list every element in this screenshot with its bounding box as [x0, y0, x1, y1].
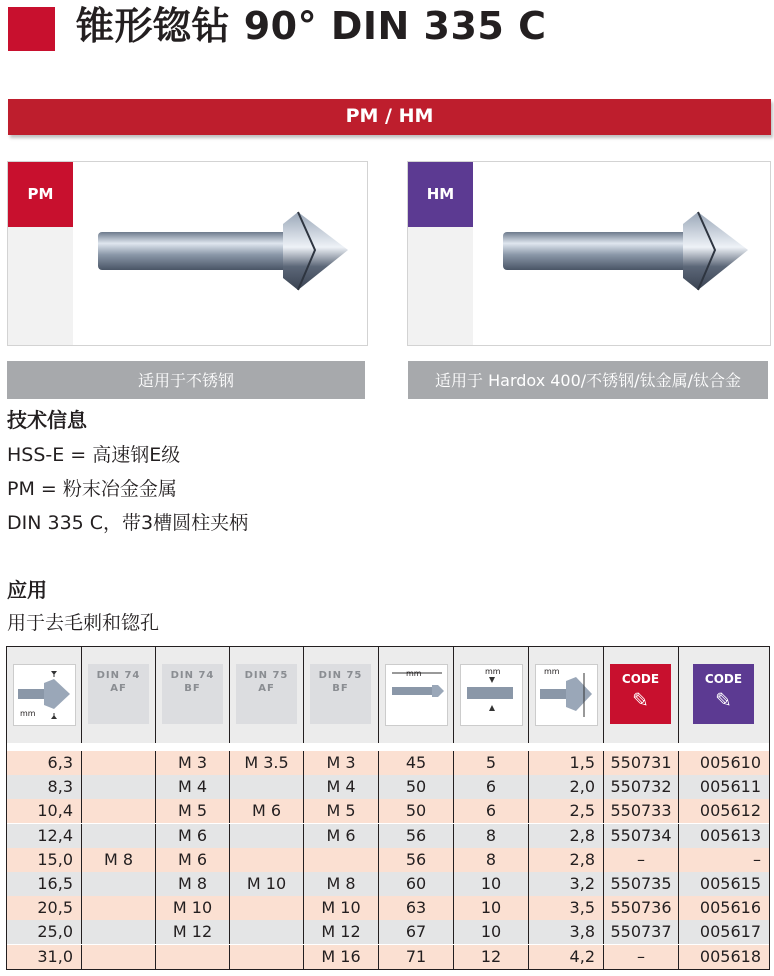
din-icon: DIN 75 AF: [236, 664, 297, 724]
cell-hm: 005613: [699, 825, 761, 845]
table-header: [7, 647, 769, 743]
table-row: [7, 751, 769, 775]
cell-hm: 005611: [699, 777, 761, 797]
cell-d: 20,5: [7, 896, 82, 920]
cell-din74af: [82, 751, 156, 775]
cell-l: 56: [379, 824, 454, 848]
product-tag-hm: HM: [408, 162, 473, 227]
header-bore: [529, 647, 604, 743]
cell-din75af: [230, 848, 304, 872]
cell-din74af: [82, 824, 156, 848]
tech-line: PM = 粉末冶金金属: [7, 478, 177, 500]
din-icon: DIN 74 AF: [88, 664, 149, 724]
tech-line: DIN 335 C，带3槽圆柱夹柄: [7, 512, 249, 534]
diameter-icon: [13, 664, 76, 726]
table-row: [7, 799, 769, 823]
cell-l: 71: [379, 945, 454, 969]
cell-din74bf: M 6: [156, 848, 230, 872]
cell-din75bf: M 5: [304, 799, 379, 823]
table-row: [7, 848, 769, 872]
pencil-icon: ✎: [715, 688, 732, 712]
cell-b: 3,5: [529, 896, 604, 920]
product-card-hm: [407, 161, 771, 346]
cell-din74bf: M 5: [156, 799, 230, 823]
tag-strip: [408, 227, 473, 345]
caption-hm: 适用于 Hardox 400/不锈钢/钛金属/钛合金: [408, 361, 768, 399]
table-row: [7, 896, 769, 920]
title-marker: [8, 7, 55, 51]
cell-pm: 550732: [604, 775, 679, 799]
application-heading: 应用: [7, 578, 47, 602]
page-title: 锥形锪钻 90° DIN 335 C: [76, 4, 547, 48]
length-icon: mm: [385, 664, 448, 726]
cell-din74bf: M 6: [156, 824, 230, 848]
table-row: [7, 824, 769, 848]
table-row: [7, 872, 769, 896]
cell-din74af: [82, 799, 156, 823]
cell-pm: 550736: [604, 896, 679, 920]
table-row: [7, 920, 769, 944]
cell-d: 16,5: [7, 872, 82, 896]
din-icon: DIN 74 BF: [162, 664, 223, 724]
cell-din75af: M 6: [230, 799, 304, 823]
cell-s: 8: [454, 824, 529, 848]
code-badge-hm: CODE ✎: [693, 664, 754, 724]
cell-din74bf: M 8: [156, 872, 230, 896]
header-diameter: [7, 647, 82, 743]
cell-b: 1,5: [529, 751, 604, 775]
cell-hm: 005616: [699, 898, 761, 918]
cell-din75bf: M 8: [304, 872, 379, 896]
cell-b: 3,8: [529, 920, 604, 944]
cell-l: 60: [379, 872, 454, 896]
cell-d: 25,0: [7, 920, 82, 944]
cell-l: 50: [379, 799, 454, 823]
cell-hm: 005618: [699, 946, 761, 966]
cell-d: 31,0: [7, 945, 82, 969]
cell-din75af: [230, 896, 304, 920]
product-card-pm: [7, 161, 368, 346]
cell-din74bf: M 4: [156, 775, 230, 799]
table-row: [7, 945, 769, 969]
cell-hm: –: [753, 849, 761, 869]
cell-l: 67: [379, 920, 454, 944]
countersink-tool-image: [493, 202, 753, 302]
cell-din74af: [82, 896, 156, 920]
cell-din75bf: M 6: [304, 824, 379, 848]
cell-din74bf: M 12: [156, 920, 230, 944]
cell-din75bf: M 3: [304, 751, 379, 775]
cell-din75af: [230, 775, 304, 799]
table-row: [7, 775, 769, 799]
cell-din74af: [82, 945, 156, 969]
cell-din75bf: M 16: [304, 945, 379, 969]
cell-din75bf: [304, 848, 379, 872]
cell-din74af: M 8: [82, 848, 156, 872]
cell-hm: 005615: [699, 874, 761, 893]
cell-pm: 550734: [604, 824, 679, 848]
header-din75af: [230, 647, 304, 743]
header-code-hm: [679, 647, 769, 743]
cell-s: 10: [454, 872, 529, 896]
cell-pm: –: [604, 945, 679, 969]
cell-b: 2,5: [529, 799, 604, 823]
tech-heading: 技术信息: [7, 408, 87, 432]
cell-b: 2,8: [529, 824, 604, 848]
cell-pm: 550737: [604, 920, 679, 944]
cell-pm: 550731: [604, 751, 679, 775]
cell-d: 15,0: [7, 848, 82, 872]
tech-line: HSS-E = 高速钢E级: [7, 444, 181, 466]
application-text: 用于去毛刺和锪孔: [7, 612, 160, 634]
cell-din74af: [82, 920, 156, 944]
cell-din74af: [82, 872, 156, 896]
cell-hm: 005610: [699, 753, 761, 772]
code-badge-pm: CODE ✎: [610, 664, 671, 724]
cell-s: 6: [454, 799, 529, 823]
cell-pm: –: [604, 848, 679, 872]
cell-l: 45: [379, 751, 454, 775]
header-din74bf: [156, 647, 230, 743]
cell-din74af: [82, 775, 156, 799]
cell-d: 8,3: [7, 775, 82, 799]
caption-pm: 适用于不锈钢: [7, 361, 365, 399]
cell-din75bf: M 10: [304, 896, 379, 920]
header-din75bf: [304, 647, 379, 743]
cell-din75af: [230, 824, 304, 848]
cell-din75af: [230, 920, 304, 944]
cell-d: 12,4: [7, 824, 82, 848]
cell-s: 10: [454, 896, 529, 920]
cell-hm: 005617: [699, 922, 761, 942]
cell-din75af: M 3.5: [230, 751, 304, 775]
cell-l: 56: [379, 848, 454, 872]
cell-hm: 005612: [699, 801, 761, 821]
cell-din74bf: M 3: [156, 751, 230, 775]
header-code-pm: [604, 647, 679, 743]
cell-din75bf: M 4: [304, 775, 379, 799]
cell-pm: 550733: [604, 799, 679, 823]
spec-table: [6, 646, 770, 970]
cell-b: 3,2: [529, 872, 604, 896]
cell-s: 10: [454, 920, 529, 944]
product-tag-pm: PM: [8, 162, 73, 227]
shank-icon: mm: [460, 664, 523, 726]
pencil-icon: ✎: [632, 688, 649, 712]
cell-d: 6,3: [7, 751, 82, 775]
cell-din75af: [230, 945, 304, 969]
cell-din75af: M 10: [230, 872, 304, 896]
header-length: [379, 647, 454, 743]
cell-b: 2,0: [529, 775, 604, 799]
tag-strip: [8, 227, 73, 345]
unit-label: mm: [20, 709, 36, 718]
cell-l: 63: [379, 896, 454, 920]
cell-b: 4,2: [529, 945, 604, 969]
cell-l: 50: [379, 775, 454, 799]
header-din74af: [82, 647, 156, 743]
cell-din74bf: M 10: [156, 896, 230, 920]
cell-d: 10,4: [7, 799, 82, 823]
din-icon: DIN 75 BF: [310, 664, 371, 724]
cell-pm: 550735: [604, 872, 679, 896]
cell-din74bf: [156, 945, 230, 969]
header-shank: [454, 647, 529, 743]
cell-b: 2,8: [529, 848, 604, 872]
cell-s: 8: [454, 848, 529, 872]
countersink-tool-image: [93, 202, 353, 302]
bore-icon: mm: [535, 664, 598, 726]
material-band: PM / HM: [8, 99, 771, 135]
cell-s: 12: [454, 945, 529, 969]
cell-s: 5: [454, 751, 529, 775]
cell-s: 6: [454, 775, 529, 799]
cell-din75bf: M 12: [304, 920, 379, 944]
